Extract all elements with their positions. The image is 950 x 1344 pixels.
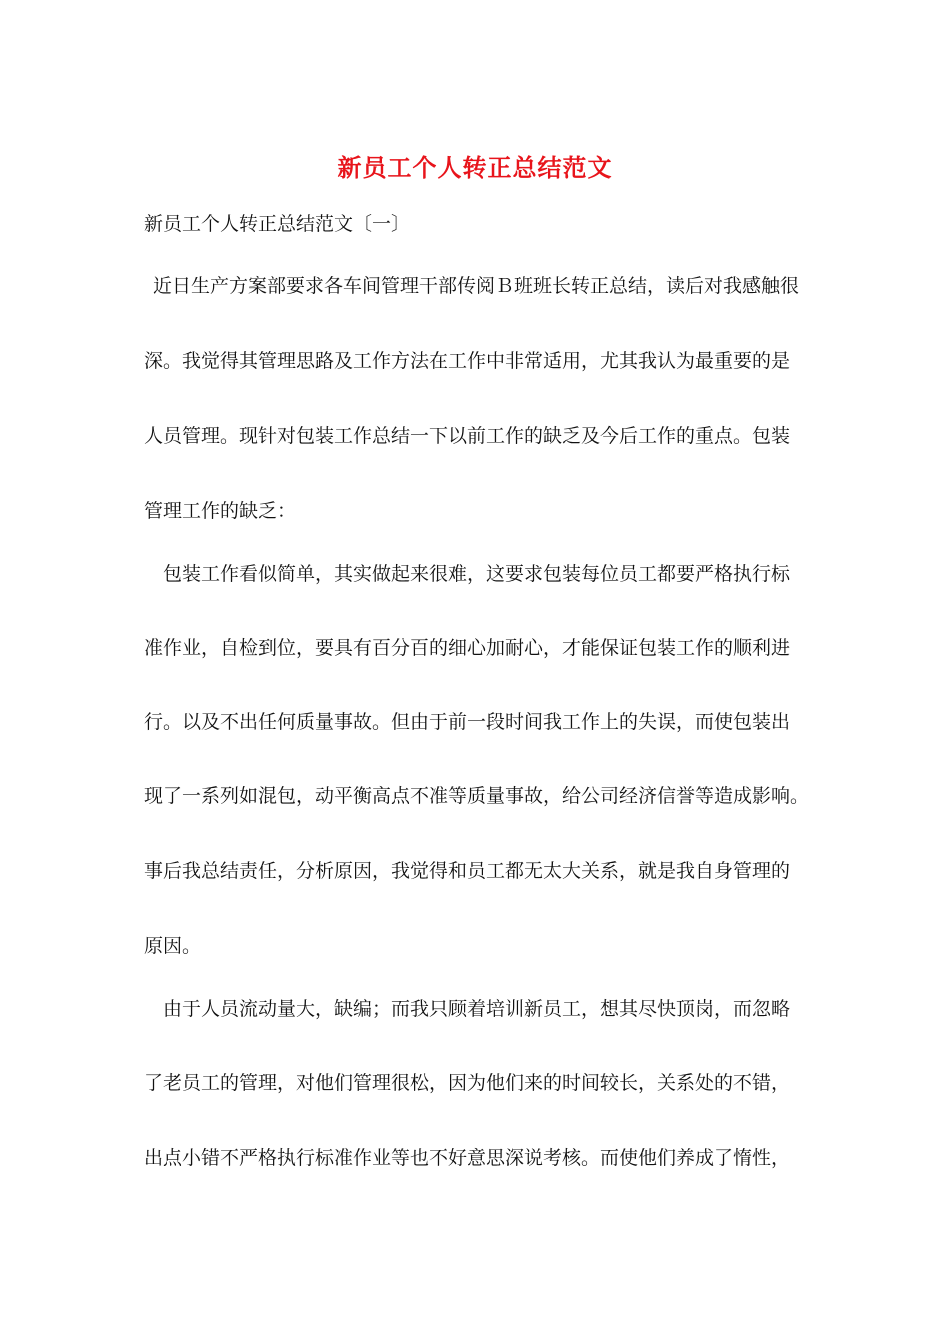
paragraph-line: 原因。 xyxy=(144,935,202,957)
paragraph-line: 深。我觉得其管理思路及工作方法在工作中非常适用，尤其我认为最重要的是 xyxy=(144,350,791,372)
paragraph-line: 管理工作的缺乏： xyxy=(144,500,297,522)
paragraph-line: 准作业，自检到位，要具有百分百的细心加耐心，才能保证包装工作的顺利进 xyxy=(144,637,791,659)
section-heading: 新员工个人转正总结范文〔一〕 xyxy=(144,213,411,235)
paragraph-line: 包装工作看似简单，其实做起来很难，这要求包装每位员工都要严格执行标 xyxy=(163,563,791,585)
paragraph-line: 行。以及不出任何质量事故。但由于前一段时间我工作上的失误，而使包装出 xyxy=(144,711,791,733)
paragraph-line: 人员管理。现针对包装工作总结一下以前工作的缺乏及今后工作的重点。包装 xyxy=(144,425,791,447)
paragraph-line: 事后我总结责任，分析原因，我觉得和员工都无太大关系，就是我自身管理的 xyxy=(144,860,791,882)
paragraph-line: 现了一系列如混包，动平衡高点不准等质量事故，给公司经济信誉等造成影响。 xyxy=(144,785,810,807)
paragraph-line: 近日生产方案部要求各车间管理干部传阅Ｂ班班长转正总结，读后对我感触很 xyxy=(153,275,800,297)
paragraph-line: 出点小错不严格执行标准作业等也不好意思深说考核。而使他们养成了惰性， xyxy=(144,1147,791,1169)
document-title: 新员工个人转正总结范文 xyxy=(337,153,613,182)
paragraph-line: 由于人员流动量大，缺编；而我只顾着培训新员工，想其尽快顶岗，而忽略 xyxy=(163,998,791,1020)
paragraph-line: 了老员工的管理，对他们管理很松，因为他们来的时间较长，关系处的不错， xyxy=(144,1072,791,1094)
